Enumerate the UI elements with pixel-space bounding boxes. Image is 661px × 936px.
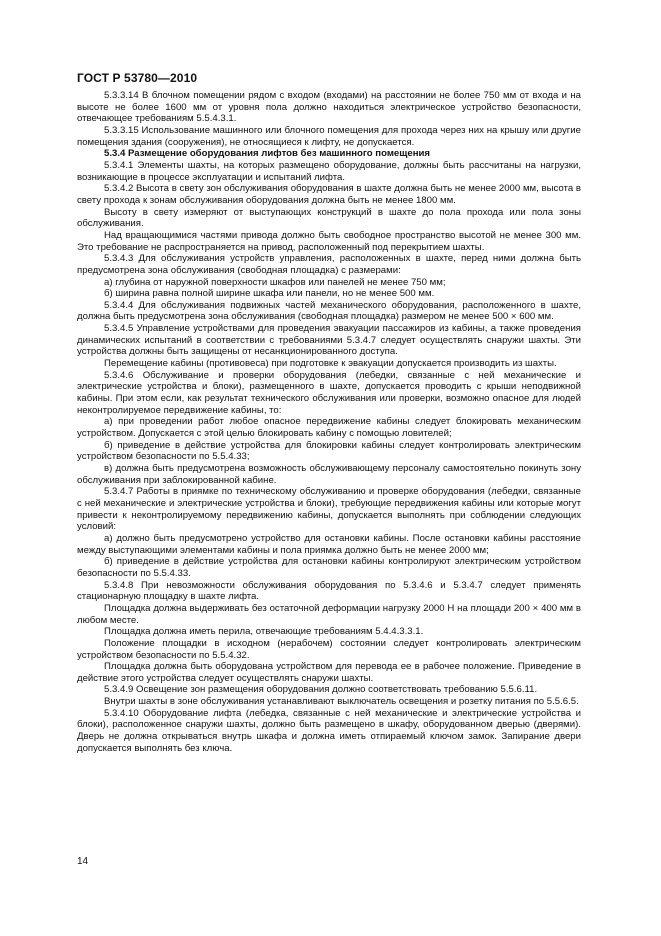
paragraph: б) приведение в действие устройства для остановки кабины контролируют электрическим устройством безопасности по 5.5.4.33. [77,556,581,579]
paragraph: 5.3.4.8 При невозможности обслуживания оборудования по 5.3.4.6 и 5.3.4.7 следует применять стационарную площадку в шахте лифта. [77,579,581,603]
paragraph: Перемещение кабины (противовеса) при подготовке к эвакуации допускается производить из шахты. [104,358,557,370]
paragraph: 5.3.4.10 Оборудование лифта (лебедка, связанные с ней механические и электрические устройства и блоки), расположенное снаружи шахты, должно быть размещено в шкафу, оборудованном дверью (дверями). Дверь не должна открываться внутрь шкафа и должна иметь отпираемый ключом замок. Запирание двери допускается выполнять без ключа. [77,707,581,754]
paragraph: в) должна быть предусмотрена возможность обслуживающему персоналу самостоятельно покинуть зону обслуживания при заблокированной кабине. [77,463,581,486]
section-heading: 5.3.4 Размещение оборудования лифтов без машинного помещения [104,148,430,160]
document-body [77,90,581,754]
page-number: 14 [77,856,89,867]
paragraph: Над вращающимися частями привода должно быть свободное пространство высотой не менее 300 мм. Это требование не распространяется на привод, расположенный под перекрытием шахты. [77,229,581,253]
paragraph: 5.3.4.3 Для обслуживания устройств управления, расположенных в шахте, перед ними должна быть предусмотрена зона обслуживания (свободная площадка) с размерами: [77,253,581,276]
paragraph: Площадка должна иметь перила, отвечающие требованиям 5.4.4.3.3.1. [104,626,424,638]
paragraph: б) приведение в действие устройства для блокировки кабины следует контролировать электрическим устройством безопасности по 5.5.4.33; [77,439,581,463]
paragraph: а) при проведении работ любое опасное передвижение кабины следует блокировать механическим устройством. Допускается с этой целью блокировать кабину с помощью ловителей; [77,416,581,440]
paragraph: а) должно быть предусмотрено устройство для остановки кабины. После остановки кабины расстояние между выступающими элементами кабины и пола приямка должно быть не менее 2000 мм; [77,532,581,556]
paragraph: Высоту в свету измеряют от выступающих конструкций в шахте до пола прохода или пола зоны обслуживания. [77,206,581,230]
paragraph: 5.3.4.5 Управление устройствами для проведения эвакуации пассажиров из кабины, а также проведения динамических испытаний в соответствии с требованиями 5.3.4.7 следует осуществлять снаружи шахты. Эти устройства должны быть защищены от несанкционированного доступа. [77,323,581,358]
paragraph: 5.3.4.4 Для обслуживания подвижных частей механического оборудования, расположенного в шахте, должна быть предусмотрена зона обслуживания (свободная площадка) размером не менее 500 × 600 мм. [77,299,581,323]
paragraph: Площадка должна быть оборудована устройством для перевода ее в рабочее положение. Приведение в действие этого устройства следует осуществлять снаружи шахты. [77,661,581,684]
paragraph: 5.3.4.6 Обслуживание и проверки оборудования (лебедки, связанные с ней механические и электрические устройства и блоки), размещенного в шахте, допускается проводить с крыши неподвижной кабины. При этом если, как результат технического обслуживания или проверки, возможно опасное для людей неконтролируемое передвижение кабины, то: [77,369,581,416]
document-header: ГОСТ Р 53780—2010 [77,71,198,85]
paragraph: 5.3.4.2 Высота в свету зон обслуживания оборудования в шахте должна быть не менее 2000 мм, высота в свету прохода к зонам обслуживания оборудования должна быть не менее 1800 мм. [77,183,581,206]
paragraph: б) ширина равна полной ширине шкафа или панели, но не менее 500 мм. [104,288,435,300]
paragraph: 5.3.3.14 В блочном помещении рядом с входом (входами) на расстоянии не более 750 мм от входа и на высоте не более 1600 мм от уровня пола должно находиться электрическое устройство безопасности, отвечающее требованиям 5.5.4.3.1. [77,90,581,125]
paragraph: Площадка должна выдерживать без остаточной деформации нагрузку 2000 Н на площади 200 × 400 мм в любом месте. [77,602,581,626]
paragraph: Внутри шахты в зоне обслуживания устанавливают выключатель освещения и розетку питания по 5.5.6.5. [104,696,579,708]
paragraph: а) глубина от наружной поверхности шкафов или панелей не менее 750 мм; [104,276,446,288]
paragraph: Положение площадки в исходном (нерабочем) состоянии следует контролировать электрическим устройством безопасности по 5.5.4.32. [77,637,581,661]
paragraph: 5.3.3.15 Использование машинного или блочного помещения для прохода через них на крышу или другие помещения здания (сооружения), не относящиеся к лифту, не допускается. [77,124,581,148]
paragraph: 5.3.4.9 Освещение зон размещения оборудования должно соответствовать требованию 5.5.6.11. [104,684,538,696]
paragraph: 5.3.4.1 Элементы шахты, на которых размещено оборудование, должны быть рассчитаны на нагрузки, возникающие в процессе эксплуатации и испытаний лифта. [77,159,581,183]
paragraph: 5.3.4.7 Работы в приямке по техническому обслуживанию и проверке оборудования (лебедки, связанные с ней механические и электрические устройства и блоки), требующие передвижения кабины или которые могут привести к неконтролируемому передвижению кабины, допускается выполнять при соблюдении следующих условий: [77,486,581,533]
